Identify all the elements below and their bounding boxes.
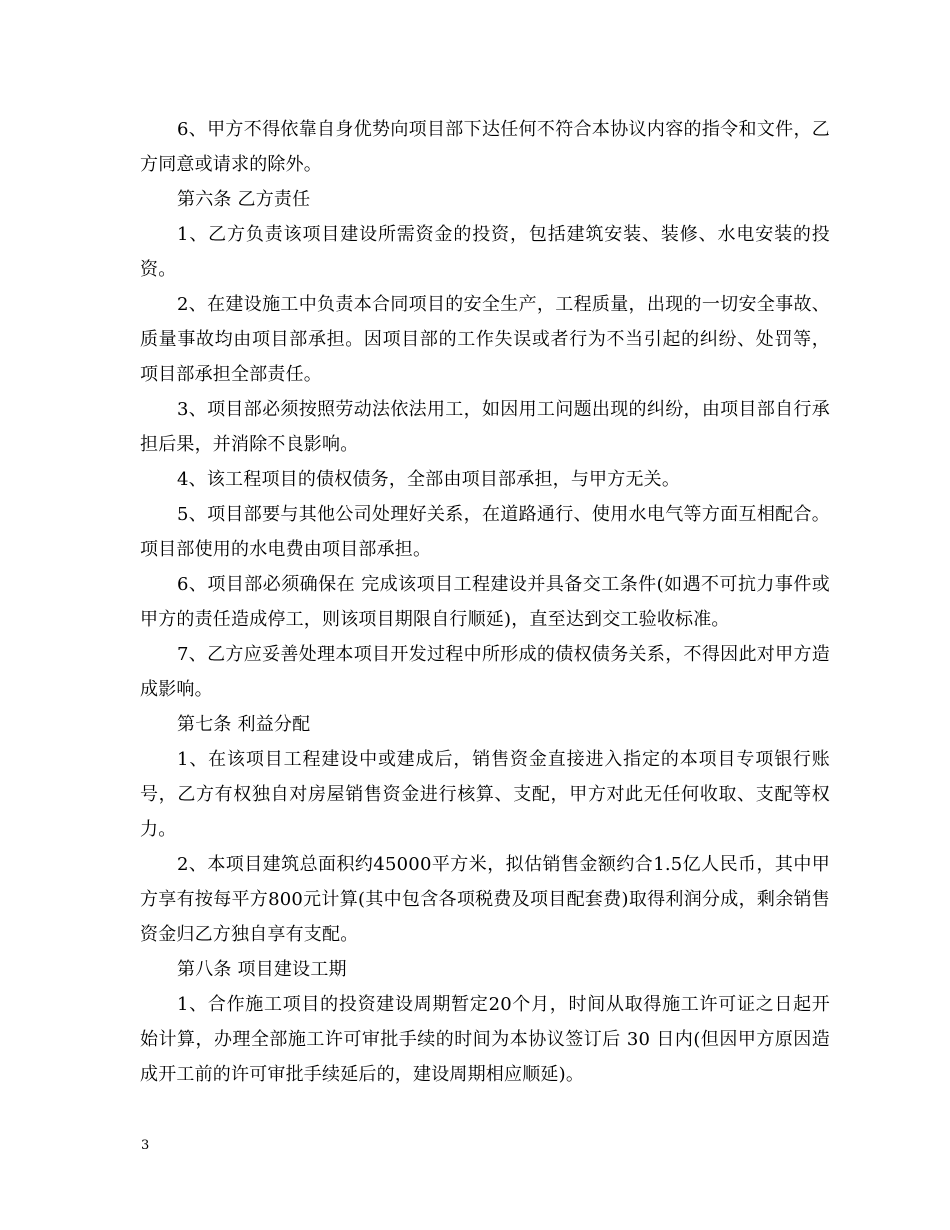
paragraph: 5、项目部要与其他公司处理好关系，在道路通行、使用水电气等方面互相配合。项目部使用的水电费由项目部承担。 — [140, 504, 830, 560]
paragraph: 3、项目部必须按照劳动法依法用工，如因用工问题出现的纠纷，由项目部自行承担后果，并消除不良影响。 — [140, 399, 830, 455]
paragraph: 1、在该项目工程建设中或建成后，销售资金直接进入指定的本项目专项银行账号，乙方有权独自对房屋销售资金进行核算、支配，甲方对此无任何收取、支配等权力。 — [140, 749, 830, 840]
page-number: 3 — [141, 1138, 150, 1153]
paragraph: 1、合作施工项目的投资建设周期暂定20个月，时间从取得施工许可证之日起开始计算，办理全部施工许可审批手续的时间为本协议签订后 30 日内(但因甲方原因造成开工前的许可审批手续延后的，建设周期相应顺延)。 — [140, 994, 830, 1085]
section-heading: 第七条 利益分配 — [177, 714, 311, 735]
paragraph: 6、项目部必须确保在 完成该项目工程建设并具备交工条件(如遇不可抗力事件或甲方的责任造成停工，则该项目期限自行顺延)，直至达到交工验收标准。 — [140, 574, 830, 630]
paragraph: 4、该工程项目的债权债务，全部由项目部承担，与甲方无关。 — [177, 469, 681, 490]
section-heading: 第六条 乙方责任 — [177, 189, 311, 210]
paragraph: 7、乙方应妥善处理本项目开发过程中所形成的债权债务关系，不得因此对甲方造成影响。 — [140, 644, 830, 700]
paragraph: 6、甲方不得依靠自身优势向项目部下达任何不符合本协议内容的指令和文件，乙方同意或请求的除外。 — [140, 119, 830, 175]
paragraph: 2、本项目建筑总面积约45000平方米，拟估销售金额约合1.5亿人民币，其中甲方享有按每平方800元计算(其中包含各项税费及项目配套费)取得利润分成，剩余销售资金归乙方独自享有支配。 — [140, 854, 830, 945]
document-body — [140, 112, 830, 1092]
paragraph: 2、在建设施工中负责本合同项目的安全生产，工程质量，出现的一切安全事故、质量事故均由项目部承担。因项目部的工作失误或者行为不当引起的纠纷、处罚等，项目部承担全部责任。 — [140, 294, 830, 385]
paragraph: 1、乙方负责该项目建设所需资金的投资，包括建筑安装、装修、水电安装的投资。 — [140, 224, 830, 280]
section-heading: 第八条 项目建设工期 — [177, 959, 347, 980]
